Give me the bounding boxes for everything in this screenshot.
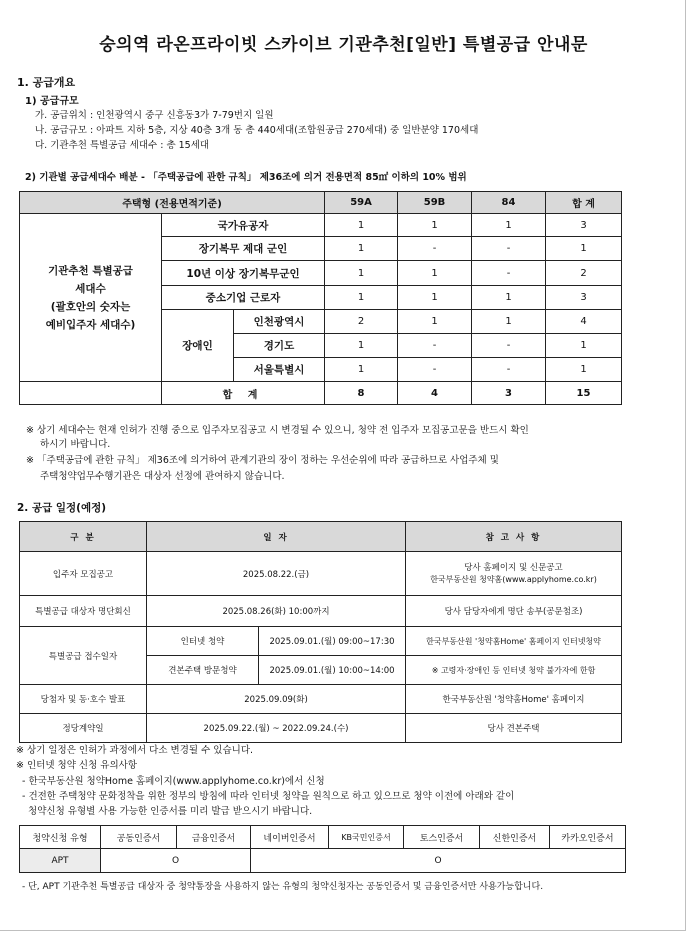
- schedule-name: 입주자 모집공고: [20, 552, 147, 596]
- total-cell: 15: [546, 382, 622, 405]
- schedule-note: [406, 552, 622, 596]
- cell: 1: [325, 286, 398, 310]
- certificate-header-row: [20, 826, 626, 849]
- total-label: 합 계: [162, 382, 325, 405]
- header-category: 구 분: [20, 522, 147, 552]
- cell: 1: [325, 334, 398, 358]
- schedule-header-row: [20, 522, 622, 552]
- cell: 1: [398, 214, 472, 237]
- allocation-table: [19, 191, 622, 405]
- cell: 1: [398, 261, 472, 286]
- schedule-note: 한국부동산원 '청약홈Home' 홈페이지 인터넷청약: [406, 627, 622, 656]
- cell: -: [472, 358, 546, 382]
- left-label-line: 기관추천 특별공급: [48, 264, 133, 277]
- row-name: 인천광역시: [234, 310, 325, 334]
- schedule-name: 당첨자 및 동·호수 발표: [20, 685, 147, 714]
- schedule-row: [20, 552, 622, 596]
- cell: 2: [546, 261, 622, 286]
- schedule-date: 2025.09.01.(월) 10:00~14:00: [259, 656, 406, 685]
- cell: 1: [472, 286, 546, 310]
- cell: 1: [546, 334, 622, 358]
- cell: 1: [398, 286, 472, 310]
- schedule-row: [20, 627, 622, 656]
- cell: 1: [472, 310, 546, 334]
- left-label-line: (괄호안의 숫자는: [50, 300, 131, 313]
- note-line: 주택청약업무수행기관은 대상자 선정에 관여하지 않습니다.: [40, 471, 285, 482]
- note-line: ※ 상기 세대수는 현재 인허가 진행 중으로 입주자모집공고 시 변경될 수 있으니, 청약 전 입주자 모집공고문을 반드시 확인: [26, 425, 529, 436]
- header-type: 주택형 (전용면적기준): [20, 192, 325, 214]
- cell: 3: [546, 214, 622, 237]
- total-cell: 4: [398, 382, 472, 405]
- certificate-row: [20, 849, 626, 873]
- left-label: [20, 214, 162, 382]
- schedule-date: 2025.08.22.(금): [147, 552, 406, 596]
- row-name: 서울특별시: [234, 358, 325, 382]
- disabled-label: 장애인: [162, 310, 234, 382]
- total-blank: [20, 382, 162, 405]
- cell: 1: [325, 214, 398, 237]
- header-naver-cert: 네이버인증서: [251, 826, 329, 849]
- note-line: - 건전한 주택청약 문화정착을 위한 정부의 방침에 따라 인터넷 청약을 원칙으로 하고 있으므로 청약 이전에 아래와 같이: [22, 791, 515, 802]
- header-toss-cert: 토스인증서: [404, 826, 480, 849]
- cell: -: [472, 237, 546, 261]
- total-cell: 8: [325, 382, 398, 405]
- row-name: 10년 이상 장기복무군인: [162, 261, 325, 286]
- schedule-note: ※ 고령자·장애인 등 인터넷 청약 불가자에 한함: [406, 656, 622, 685]
- schedule-note: 당사 견본주택: [406, 714, 622, 743]
- cell: -: [472, 334, 546, 358]
- certificate-table: [19, 825, 626, 873]
- header-59a: 59A: [325, 192, 398, 214]
- table-row: [20, 214, 622, 237]
- section1-sub1: 1) 공급규모: [25, 96, 79, 107]
- schedule-note: 한국부동산원 '청약홈Home' 홈페이지: [406, 685, 622, 714]
- header-finance-cert: 금융인증서: [177, 826, 251, 849]
- schedule-sub: 견본주택 방문청약: [147, 656, 259, 685]
- cell: 1: [472, 214, 546, 237]
- schedule-name: 특별공급 접수일자: [20, 627, 147, 685]
- table-header-row: [20, 192, 622, 214]
- header-apply-type: 청약신청 유형: [20, 826, 101, 849]
- schedule-date: 2025.08.26(화) 10:00까지: [147, 596, 406, 627]
- cell: -: [472, 261, 546, 286]
- cell: 1: [398, 310, 472, 334]
- cell: 1: [325, 261, 398, 286]
- schedule-note-line: 당사 홈페이지 및 신문공고: [464, 562, 563, 573]
- cell: 2: [325, 310, 398, 334]
- schedule-name: 특별공급 대상자 명단회신: [20, 596, 147, 627]
- cell: -: [398, 237, 472, 261]
- cell: 1: [546, 358, 622, 382]
- header-kb-cert: KB국민인증서: [329, 826, 404, 849]
- schedule-table: [19, 521, 622, 743]
- header-note: 참 고 사 항: [406, 522, 622, 552]
- cell: 4: [546, 310, 622, 334]
- schedule-sub: 인터넷 청약: [147, 627, 259, 656]
- page-title: 숭의역 라온프라이빗 스카이브 기관추천[일반] 특별공급 안내문: [99, 35, 588, 55]
- cell: -: [398, 334, 472, 358]
- schedule-note: 당사 담당자에게 명단 송부(공문첨조): [406, 596, 622, 627]
- header-84: 84: [472, 192, 546, 214]
- cell: 1: [325, 237, 398, 261]
- row-label-apt: APT: [20, 849, 101, 873]
- supply-scale: 나. 공급규모 : 아파트 지하 5층, 지상 40층 3개 동 총 440세대(조합원공급 270세대) 중 일반분양 170세대: [35, 125, 479, 136]
- cell: 3: [546, 286, 622, 310]
- footer-note: - 단, APT 기관추천 특별공급 대상자 중 청약통장을 사용하지 않는 유형의 청약신청자는 공동인증서 및 금융인증서만 사용가능합니다.: [22, 882, 544, 892]
- header-kakao-cert: 카카오인증서: [550, 826, 626, 849]
- note-line: - 한국부동산원 청약Home 홈페이지(www.applyhome.co.kr)에서 신청: [22, 776, 325, 787]
- row-name: 국가유공자: [162, 214, 325, 237]
- note-line: 하시기 바랍니다.: [40, 439, 111, 450]
- cell: 1: [325, 358, 398, 382]
- schedule-name: 정당계약일: [20, 714, 147, 743]
- cell: -: [398, 358, 472, 382]
- header-shinhan-cert: 신한인증서: [480, 826, 550, 849]
- note-line: ※ 상기 일정은 인허가 과정에서 다소 변경될 수 있습니다.: [16, 745, 254, 756]
- note-line: 청약신청 유형별 사용 가능한 인증서를 미리 발급 받으시기 바랍니다.: [22, 806, 313, 817]
- mark-private-certs: O: [251, 849, 626, 873]
- schedule-date: 2025.09.22.(월) ~ 2022.09.24.(수): [147, 714, 406, 743]
- row-name: 경기도: [234, 334, 325, 358]
- schedule-row: [20, 714, 622, 743]
- supply-count: 다. 기관추천 특별공급 세대수 : 총 15세대: [35, 140, 210, 151]
- note-line: ※ 인터넷 청약 신청 유의사항: [16, 760, 137, 771]
- header-date: 일 자: [147, 522, 406, 552]
- section1-heading: 1. 공급개요: [17, 76, 76, 89]
- schedule-date: 2025.09.01.(월) 09:00~17:30: [259, 627, 406, 656]
- header-total: 합 계: [546, 192, 622, 214]
- cell: 1: [546, 237, 622, 261]
- schedule-row: [20, 596, 622, 627]
- note-line: ※ 「주택공급에 관한 규칙」 제36조에 의거하여 관계기관의 장이 정하는 우선순위에 따라 공급하므로 사업주체 및: [26, 455, 499, 466]
- supply-location: 가. 공급위치 : 인천광역시 중구 신흥동3가 7-79번지 일원: [35, 110, 274, 121]
- header-joint-cert: 공동인증서: [101, 826, 177, 849]
- schedule-date: 2025.09.09(화): [147, 685, 406, 714]
- row-name: 장기복무 제대 군인: [162, 237, 325, 261]
- section1-sub2: 2) 기관별 공급세대수 배분 - 「주택공급에 관한 규칙」 제36조에 의거 전용면적 85㎡ 이하의 10% 범위: [25, 172, 467, 183]
- section2-heading: 2. 공급 일정(예정): [17, 502, 107, 514]
- header-59b: 59B: [398, 192, 472, 214]
- left-label-line: 예비입주자 세대수): [45, 318, 136, 331]
- schedule-row: [20, 685, 622, 714]
- total-cell: 3: [472, 382, 546, 405]
- mark-bank-certs: O: [101, 849, 251, 873]
- schedule-note-line: 한국부동산원 청약홈(www.applyhome.co.kr): [430, 574, 597, 584]
- left-label-line: 세대수: [75, 282, 106, 295]
- total-row: [20, 382, 622, 405]
- row-name: 중소기업 근로자: [162, 286, 325, 310]
